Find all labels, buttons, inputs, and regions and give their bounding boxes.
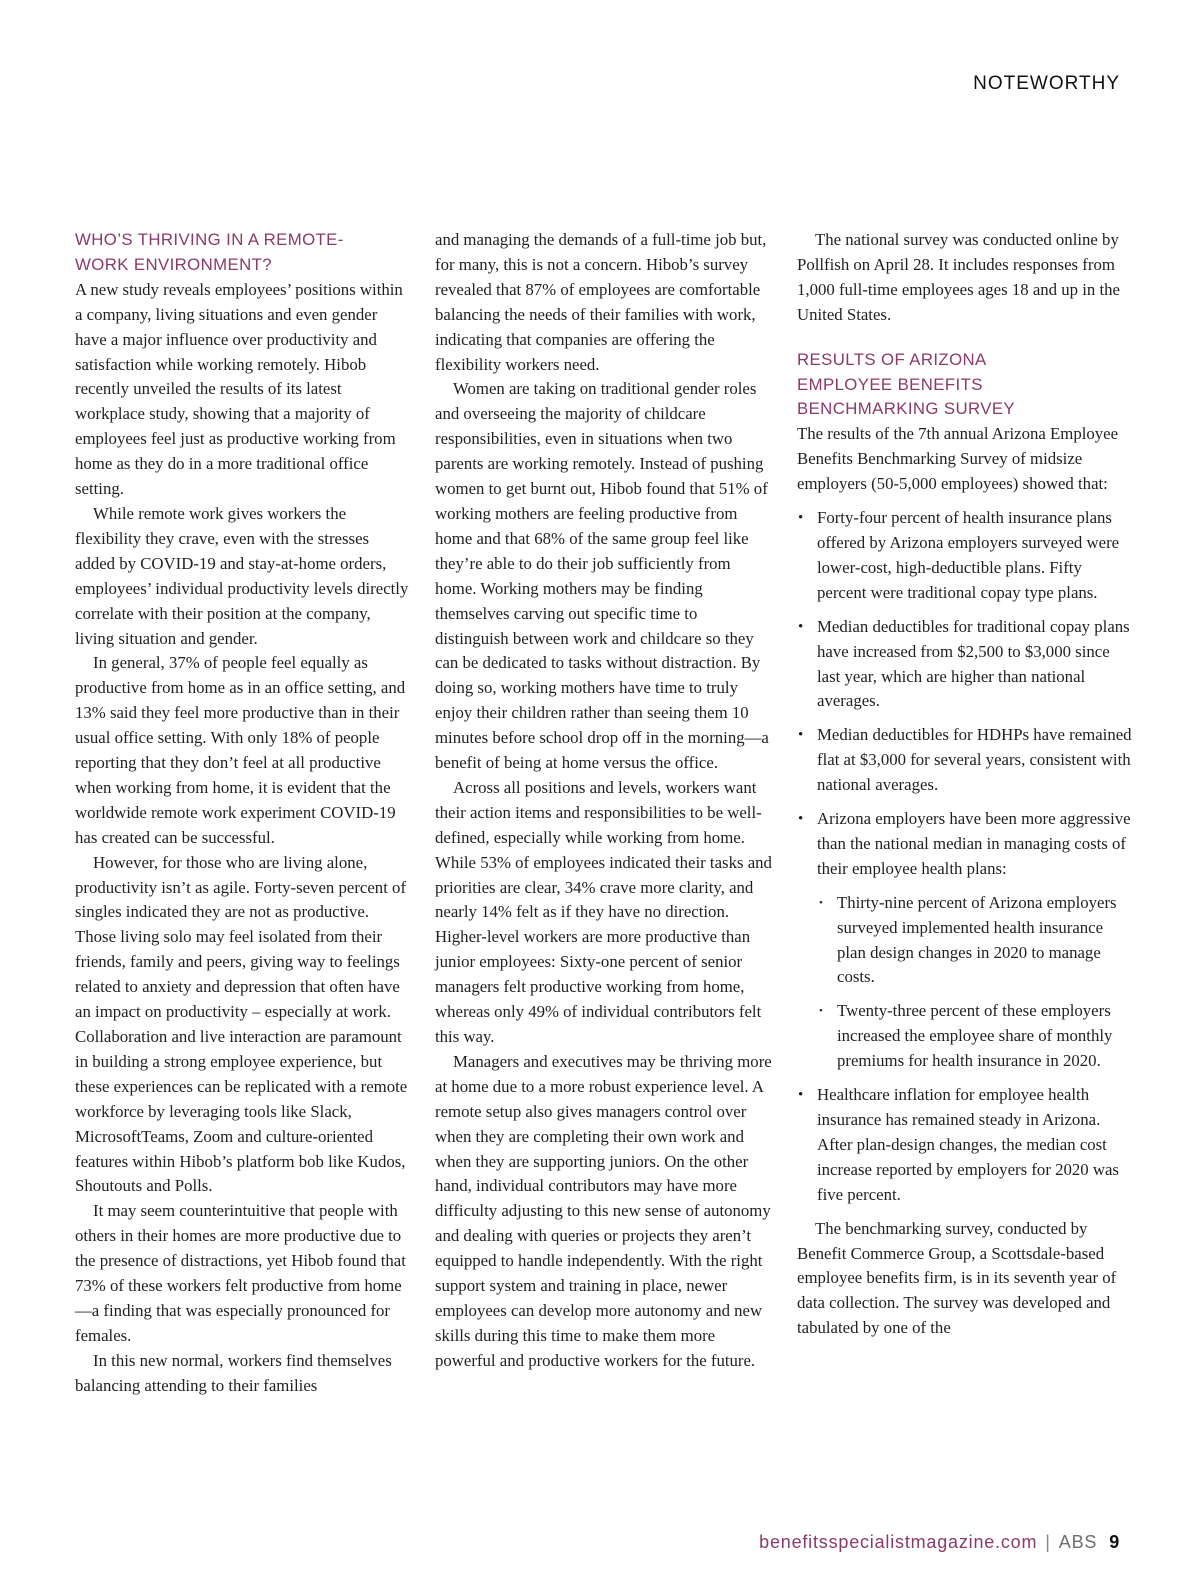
heading-line: WHO’S THRIVING IN A REMOTE-	[75, 230, 344, 249]
sub-list-item-text: Twenty-three percent of these employers increased the employee share of monthly premiums for health insurance in 2020.	[837, 1001, 1113, 1071]
list-item	[797, 723, 1135, 798]
list-item-text: Forty-four percent of health insurance plans offered by Arizona employers surveyed were lower-cost, high-deductible plans. Fifty percent were traditional copay type plans.	[817, 508, 1120, 602]
paragraph: The benchmarking survey, conducted by Benefit Commerce Group, a Scottsdale-based employee benefits firm, is in its seventh year of data collection. The survey was developed and tabulated by one of the	[797, 1218, 1117, 1338]
paragraph-lead: The results of the 7th annual Arizona Employee Benefits Benchmarking Survey of midsize employers (50-5,000 employees) showed that:	[797, 424, 1119, 494]
page-footer	[759, 1532, 1120, 1553]
list-item	[797, 506, 1135, 606]
bullet-icon: •	[819, 896, 823, 909]
column-1	[75, 228, 411, 1399]
heading-line: RESULTS OF ARIZONA	[797, 349, 987, 369]
paragraph: Managers and executives may be thriving more at home due to a more robust experience level. A remote setup also gives managers control over when they are completing their own work and when they are supporting juniors. On the other hand, individual contributors may have more difficulty adjusting to this new sense of autonomy and dealing with queries or projects they aren’t equipped to handle independently. With the right support system and training in place, newer employees can develop more autonomy and new skills during this time to make them more powerful and productive workers for the future.	[435, 1051, 772, 1370]
sub-list-item	[817, 891, 1135, 991]
paragraph: A new study reveals employees’ positions within a company, living situations and even gender have a major influence over productivity and satisfaction while working remotely. Hibob recently unveiled the results of its latest workplace study, showing that a majority of employees feel just as productive working from home as they do in a more traditional office setting.	[75, 279, 403, 499]
heading-line: BENCHMARKING SURVEY	[797, 399, 1016, 419]
column-2	[435, 228, 775, 1374]
heading-arizona-survey	[797, 348, 1135, 423]
bullet-icon: •	[798, 727, 804, 744]
section-label: NOTEWORTHY	[973, 73, 1120, 94]
bullet-icon: •	[798, 510, 804, 527]
sub-list	[817, 891, 1135, 1074]
paragraph: It may seem counterintuitive that people with others in their homes are more productive due to the presence of distractions, yet Hibob found that 73% of these workers felt productive from home—a finding that was especially pronounced for females.	[75, 1201, 406, 1345]
paragraph: However, for those who are living alone, productivity isn’t as agile. Forty-seven percent of singles indicated they are not as productive. Those living solo may feel isolated from their friends, family and peers, giving way to feelings related to anxiety and depression that often have an impact on productivity – especially at work. Collaboration and live interaction are paramount in building a strong employee experience, but these experiences can be replicated with a remote workforce by leveraging tools like Slack, MicrosoftTeams, Zoom and culture-oriented features within Hibob’s platform bob like Kudos, Shoutouts and Polls.	[75, 852, 408, 1196]
bullet-icon: •	[798, 1087, 804, 1104]
column-3	[797, 228, 1135, 1341]
bullet-icon: •	[798, 811, 804, 828]
list-item-text: Median deductibles for HDHPs have remained flat at $3,000 for several years, consistent with national averages.	[817, 725, 1132, 795]
list-item	[797, 615, 1135, 715]
list-item	[797, 1083, 1135, 1208]
list-item-text: Healthcare inflation for employee health insurance has remained steady in Arizona. After plan-design changes, the median cost increase reported by employers for 2020 was five percent.	[817, 1085, 1119, 1204]
heading-line: EMPLOYEE BENEFITS	[797, 374, 983, 394]
paragraph: In this new normal, workers find themselves balancing attending to their families	[75, 1350, 392, 1395]
footer-magazine: ABS	[1058, 1532, 1098, 1552]
paragraph: Across all positions and levels, workers want their action items and responsibilities to be well-defined, especially while working from home. While 53% of employees indicated their tasks and priorities are clear, 34% crave more clarity, and nearly 14% felt as if they have no direction. Higher-level workers are more productive than junior employees: Sixty-one percent of senior managers felt productive working from home, whereas only 49% of individual contributors felt this way.	[435, 777, 772, 1046]
list-item	[797, 807, 1135, 1074]
paragraph: In general, 37% of people feel equally as productive from home as in an office setting, and 13% said they feel more productive than in their usual office setting. With only 18% of people reporting that they don’t feel at all productive when working from home, it is evident that the worldwide remote work experiment COVID-19 has created can be successful.	[75, 653, 406, 847]
sub-list-item-text: Thirty-nine percent of Arizona employers surveyed implemented health insurance plan design changes in 2020 to manage costs.	[837, 892, 1117, 987]
footer-separator: |	[1045, 1532, 1051, 1552]
page-number: 9	[1109, 1532, 1120, 1552]
sub-list-item	[817, 999, 1135, 1074]
survey-findings-list	[797, 506, 1135, 1208]
paragraph-intro: The national survey was conducted online by Pollfish on April 28. It includes responses from 1,000 full-time employees ages 18 and up in the United States.	[797, 230, 1120, 324]
heading-line: WORK ENVIRONMENT?	[75, 254, 272, 274]
paragraph: Women are taking on traditional gender roles and overseeing the majority of childcare responsibilities, even in situations when two parents are working remotely. Instead of pushing women to get burnt out, Hibob found that 51% of working mothers are feeling productive from home and that 68% of the same group feel like they’re able to do their job sufficiently from home. Working mothers may be finding themselves carving out specific time to distinguish between work and childcare so they can be dedicated to tasks without distraction. By doing so, working mothers have time to truly enjoy their children rather than seeing them 10 minutes before school drop off in the morning—a benefit of being at home versus the office.	[435, 379, 769, 773]
paragraph: and managing the demands of a full-time job but, for many, this is not a concern. Hibob’s survey revealed that 87% of employees are comfortable balancing the needs of their families with work, indicating that companies are offering the flexibility workers need.	[435, 230, 767, 374]
heading-remote-work	[75, 228, 411, 278]
list-item-text: Arizona employers have been more aggressive than the national median in managing costs of their employee health plans:	[817, 809, 1131, 878]
bullet-icon: •	[819, 1005, 823, 1018]
footer-website: benefitsspecialistmagazine.com	[759, 1532, 1038, 1552]
list-item-text: Median deductibles for traditional copay plans have increased from $2,500 to $3,000 since last year, which are higher than national averages.	[817, 616, 1130, 711]
bullet-icon: •	[798, 618, 804, 635]
paragraph: While remote work gives workers the flexibility they crave, even with the stresses added by COVID-19 and stay-at-home orders, employees’ individual productivity levels directly correlate with their position at the company, living situation and gender.	[75, 503, 409, 648]
